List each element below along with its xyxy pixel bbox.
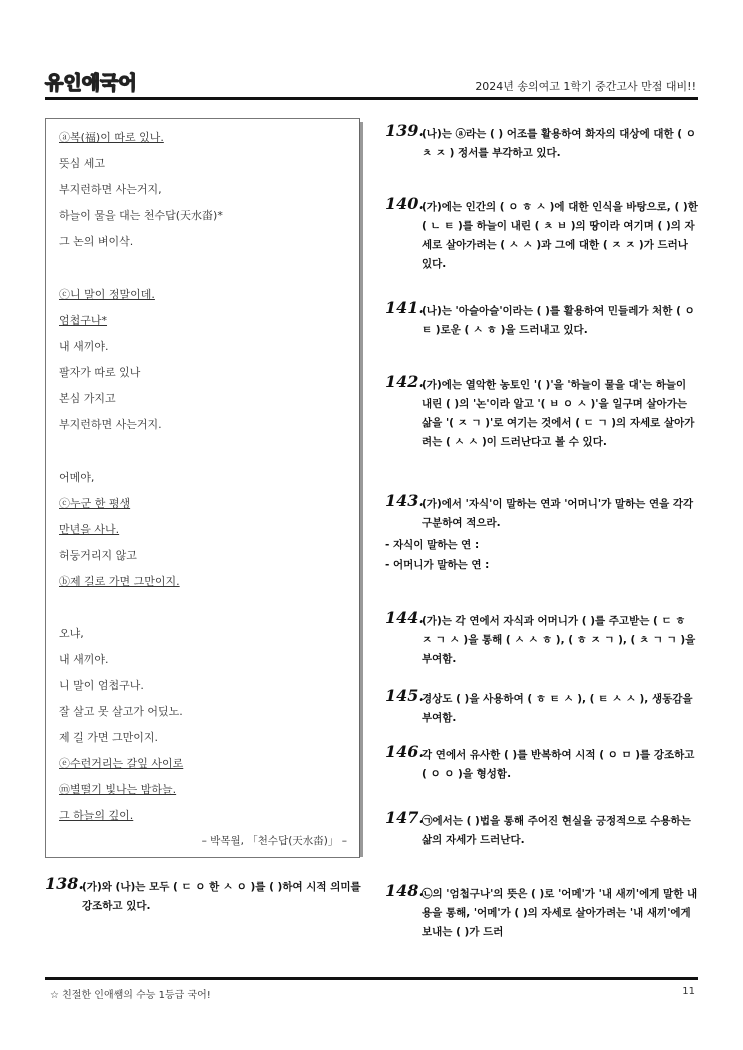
poem-box	[45, 118, 360, 858]
poem-line: 뜻심 세고	[59, 157, 106, 170]
question-text: ㉠에서는 ( )법을 통해 주어진 현실을 긍정적으로 수용하는 삶의 자세가 드러난다.	[422, 815, 691, 846]
question-number: 141.	[385, 298, 424, 317]
poem-line: ⓒ니 말이 정말이데.	[59, 288, 155, 301]
poem-line: 내 새끼야.	[59, 340, 109, 353]
footer-left: ☆ 친절한 인애쌤의 수능 1등급 국어!	[50, 990, 211, 1001]
poem-line: 본심 가지고	[59, 392, 116, 405]
question-number: 147.	[385, 808, 424, 827]
poem-line: 엄첩구나*	[59, 314, 108, 327]
poem-line: 니 말이 엄첩구나.	[59, 679, 144, 692]
poem-line: 만년을 사나.	[59, 523, 120, 536]
poem-line: ⓐ복(福)이 따로 있나.	[59, 131, 164, 144]
question-text: (가)에는 열악한 농토인 '( )'을 '하늘이 물을 대'는 하늘이 내린 ( )의 '논'이라 알고 '( ㅂ ㅇ ㅅ )'을 일구며 살아가는 삶을 '( ㅈ ㄱ )'로 여기는 것에서 ( ㄷ ㄱ )의 자세로 살아가려는 ( ㅅ ㅅ )이 드러난다고 볼 수 있다.	[422, 379, 695, 448]
question-number: 139.	[385, 121, 424, 140]
question-text: 경상도 ( )을 사용하여 ( ㅎ ㅌ ㅅ ), ( ㅌ ㅅ ㅅ ), 생동감을 부여함.	[422, 693, 693, 724]
logo	[45, 68, 137, 95]
poem-line: 그 논의 벼이삭.	[59, 235, 134, 248]
poem-credit: – 박목월, 「천수답(天水畓)」 –	[201, 835, 347, 847]
poem-line: 허둥거리지 않고	[59, 549, 137, 562]
question-text: (나)는 ⓐ라는 ( ) 어조를 활용하여 화자의 대상에 대한 ( ㅇ ㅊ ㅈ ) 정서를 부각하고 있다.	[422, 128, 696, 159]
question-text: (가)에는 인간의 ( ㅇ ㅎ ㅅ )에 대한 인식을 바탕으로, ( )한 ( ㄴ ㅌ )를 하늘이 내린 ( ㅊ ㅂ )의 땅이라 여기며 ( )의 자세로 살아가려는 ( ㅅ ㅅ )과 그에 대한 ( ㅈ ㅈ )가 드러나 있다.	[422, 201, 698, 270]
question-number: 140.	[385, 194, 424, 213]
logo-part2: 국어	[100, 72, 137, 94]
question-text: (가)는 각 연에서 자식과 어머니가 ( )를 주고받는 ( ㄷ ㅎ ㅈ ㄱ ㅅ )을 통해 ( ㅅ ㅅ ㅎ ), ( ㅎ ㅈ ㄱ ), ( ㅊ ㄱ ㄱ )을 부여함.	[422, 615, 696, 665]
poem-line: 오냐,	[59, 627, 84, 640]
poem-line: 제 길 가면 그만이지.	[59, 731, 158, 744]
question-number: 143.	[385, 491, 424, 510]
footer-rule	[45, 977, 698, 980]
question-text: 각 연에서 유사한 ( )를 반복하여 시적 ( ㅇ ㅁ )를 강조하고 ( ㅇ ㅇ )을 형성함.	[422, 749, 695, 780]
poem-line: 내 새끼야.	[59, 653, 109, 666]
poem-line: 부지런하면 사는거지,	[59, 183, 162, 196]
header-rule	[45, 97, 698, 100]
poem-line: ⓜ별떨기 빛나는 밤하늘.	[59, 783, 177, 796]
poem-line: ⓒ누군 한 평생	[59, 497, 131, 510]
question-text: (가)와 (나)는 모두 ( ㄷ ㅇ 한 ㅅ ㅇ )를 ( )하여 시적 의미를 강조하고 있다.	[82, 881, 361, 912]
question-number: 146.	[385, 742, 424, 761]
question-text: ㉡의 '엄첩구나'의 뜻은 ( )로 '어메'가 '내 새끼'에게 말한 내용을 통해, '어메'가 ( )의 자세로 살아가려는 '내 새끼'에게 보내는 ( )가 드러	[422, 888, 698, 938]
question-number: 138.	[45, 874, 84, 893]
question-number: 142.	[385, 372, 424, 391]
poem-line: 어메야,	[59, 471, 95, 484]
question-number: 148.	[385, 881, 424, 900]
q143-sub-child: - 자식이 말하는 연 :	[385, 539, 480, 551]
poem-line: 부지런하면 사는거지.	[59, 418, 162, 431]
poem-line: ⓑ제 길로 가면 그만이지.	[59, 575, 180, 588]
question-text: (나)는 '아슬아슬'이라는 ( )를 활용하여 민들레가 처한 ( ㅇ ㅌ )로운 ( ㅅ ㅎ )을 드러내고 있다.	[422, 305, 695, 336]
poem-line: 그 하늘의 깊이.	[59, 809, 134, 822]
poem-line: 잘 살고 못 살고가 어딨노.	[59, 705, 183, 718]
question-138	[45, 874, 363, 918]
poem-line: 팔자가 따로 있나	[59, 366, 141, 379]
question-text: (가)에서 '자식'이 말하는 연과 '어머니'가 말하는 연을 각각 구분하여 적으라.	[422, 498, 694, 529]
poem-line: 하늘이 물을 대는 천수답(天水畓)*	[59, 209, 223, 222]
logo-part1: 유인애	[45, 72, 101, 94]
q143-sub-mother: - 어머니가 말하는 연 :	[385, 559, 490, 571]
question-number: 145.	[385, 686, 424, 705]
poem-line: ⓔ수런거리는 갈잎 사이로	[59, 757, 184, 770]
header-title: 2024년 송의여고 1학기 중간고사 만점 대비!!	[475, 80, 696, 93]
page-number: 11	[682, 986, 695, 997]
question-number: 144.	[385, 608, 424, 627]
